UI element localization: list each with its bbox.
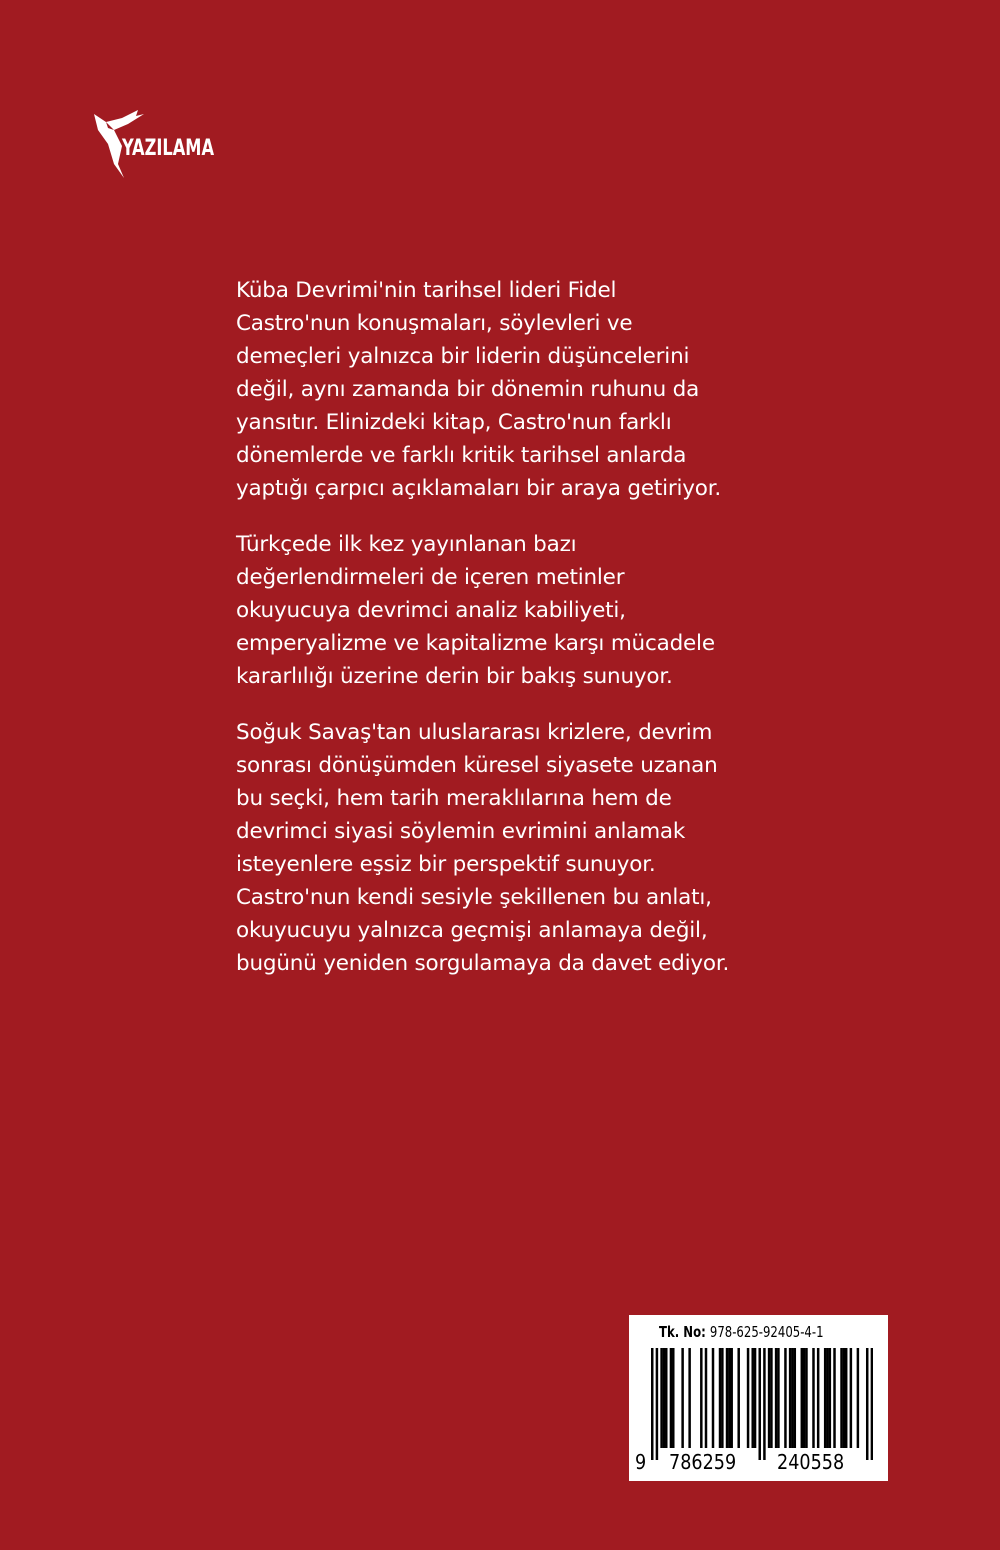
back-cover-description [236, 274, 796, 1003]
barcode-bar [826, 1348, 828, 1448]
barcode-guard-bar [871, 1348, 873, 1460]
paragraph-2 [236, 528, 796, 693]
text-line: isteyenlere eşsiz bir perspektif sunuyor. [236, 852, 656, 877]
barcode-bar [660, 1348, 662, 1448]
barcode-bar [705, 1348, 707, 1448]
barcode-bar [672, 1348, 674, 1448]
text-line: Soğuk Savaş'tan uluslararası krizlere, devrim [236, 720, 713, 745]
isbn-label [659, 1323, 824, 1341]
barcode-bar [850, 1348, 852, 1448]
barcode-bar [726, 1348, 728, 1448]
barcode-bar [663, 1348, 665, 1448]
barcode-bar [665, 1348, 667, 1448]
barcode-bar [768, 1348, 770, 1448]
publisher-name: YAZILAMA [122, 136, 215, 161]
barcode-bar [824, 1348, 826, 1448]
barcode-bar [833, 1348, 835, 1448]
text-line: dönemlerde ve farklı kritik tarihsel anlarda [236, 443, 687, 468]
text-line: devrimci siyasi söylemin evrimini anlamak [236, 819, 686, 844]
text-line: yansıtır. Elinizdeki kitap, Castro'nun farklı [236, 410, 672, 435]
barcode-bar [857, 1348, 859, 1448]
isbn-barcode [629, 1315, 888, 1481]
text-line: yaptığı çarpıcı açıklamaları bir araya getiriyor. [236, 476, 722, 501]
text-line: Castro'nun konuşmaları, söylevleri ve [236, 311, 633, 336]
barcode-bar [789, 1348, 791, 1448]
barcode-bar [845, 1348, 847, 1448]
text-line: değerlendirmeleri de içeren metinler [236, 565, 625, 590]
barcode-bar [791, 1348, 793, 1448]
publisher-logo [92, 108, 242, 180]
barcode-bar [805, 1348, 807, 1448]
barcode-bar [719, 1348, 721, 1448]
barcode-bar [803, 1348, 805, 1448]
barcode-bar [700, 1348, 702, 1448]
isbn-prefix: Tk. No: [659, 1323, 706, 1341]
text-line: emperyalizme ve kapitalizme karşı mücadele [236, 631, 715, 656]
barcode-bar [794, 1348, 796, 1448]
barcode-bar [754, 1348, 756, 1448]
barcode-digits-left: 786259 [669, 1450, 737, 1474]
text-line: okuyucuya devrimci analiz kabiliyeti, [236, 598, 626, 623]
barcode-bar [681, 1348, 683, 1448]
barcode-guard-bar [651, 1348, 653, 1460]
text-line: sonrası dönüşümden küresel siyasete uzanan [236, 753, 718, 778]
text-line: Castro'nun kendi sesiyle şekillenen bu anlatı, [236, 885, 712, 910]
barcode-bar [829, 1348, 831, 1448]
paragraph-3 [236, 716, 796, 980]
barcode-guard-bar [758, 1348, 760, 1460]
barcode-bar [801, 1348, 803, 1448]
paragraph-1 [236, 274, 796, 505]
text-line: demeçleri yalnızca bir liderin düşüncelerini [236, 344, 690, 369]
text-line: Türkçede ilk kez yayınlanan bazı [236, 532, 577, 557]
text-line: bugünü yeniden sorgulamaya da davet ediyor. [236, 951, 730, 976]
barcode-bar [730, 1348, 732, 1448]
text-line: kararlılığı üzerine derin bir bakış sunuyor. [236, 664, 673, 689]
barcode-bar [775, 1348, 777, 1448]
barcode-bars [651, 1348, 873, 1460]
barcode-guard-bar [763, 1348, 765, 1460]
isbn-number: 978-625-92405-4-1 [709, 1323, 824, 1341]
barcode-bar [747, 1348, 749, 1448]
barcode-bar [688, 1348, 690, 1448]
barcode-bar [812, 1348, 814, 1448]
barcode-bar [670, 1348, 672, 1448]
barcode-guard-bar [656, 1348, 658, 1460]
barcode-guard-bar [866, 1348, 868, 1460]
text-line: Küba Devrimi'nin tarihsel lideri Fidel [236, 278, 617, 303]
text-line: okuyucuyu yalnızca geçmişi anlamaya değil, [236, 918, 708, 943]
barcode-bar [737, 1348, 739, 1448]
barcode-bar [840, 1348, 842, 1448]
barcode-bar [721, 1348, 723, 1448]
barcode-bar [777, 1348, 779, 1448]
barcode-bar [817, 1348, 819, 1448]
text-line: bu seçki, hem tarih meraklılarına hem de [236, 786, 672, 811]
barcode-bar [751, 1348, 753, 1448]
barcode-bar [770, 1348, 772, 1448]
barcode-bar [784, 1348, 786, 1448]
barcode-digits-right: 240558 [777, 1450, 845, 1474]
barcode-bar [843, 1348, 845, 1448]
barcode-bar [712, 1348, 714, 1448]
barcode-digit-lead: 9 [635, 1450, 647, 1474]
text-line: değil, aynı zamanda bir dönemin ruhunu da [236, 377, 700, 402]
barcode-bar [728, 1348, 730, 1448]
